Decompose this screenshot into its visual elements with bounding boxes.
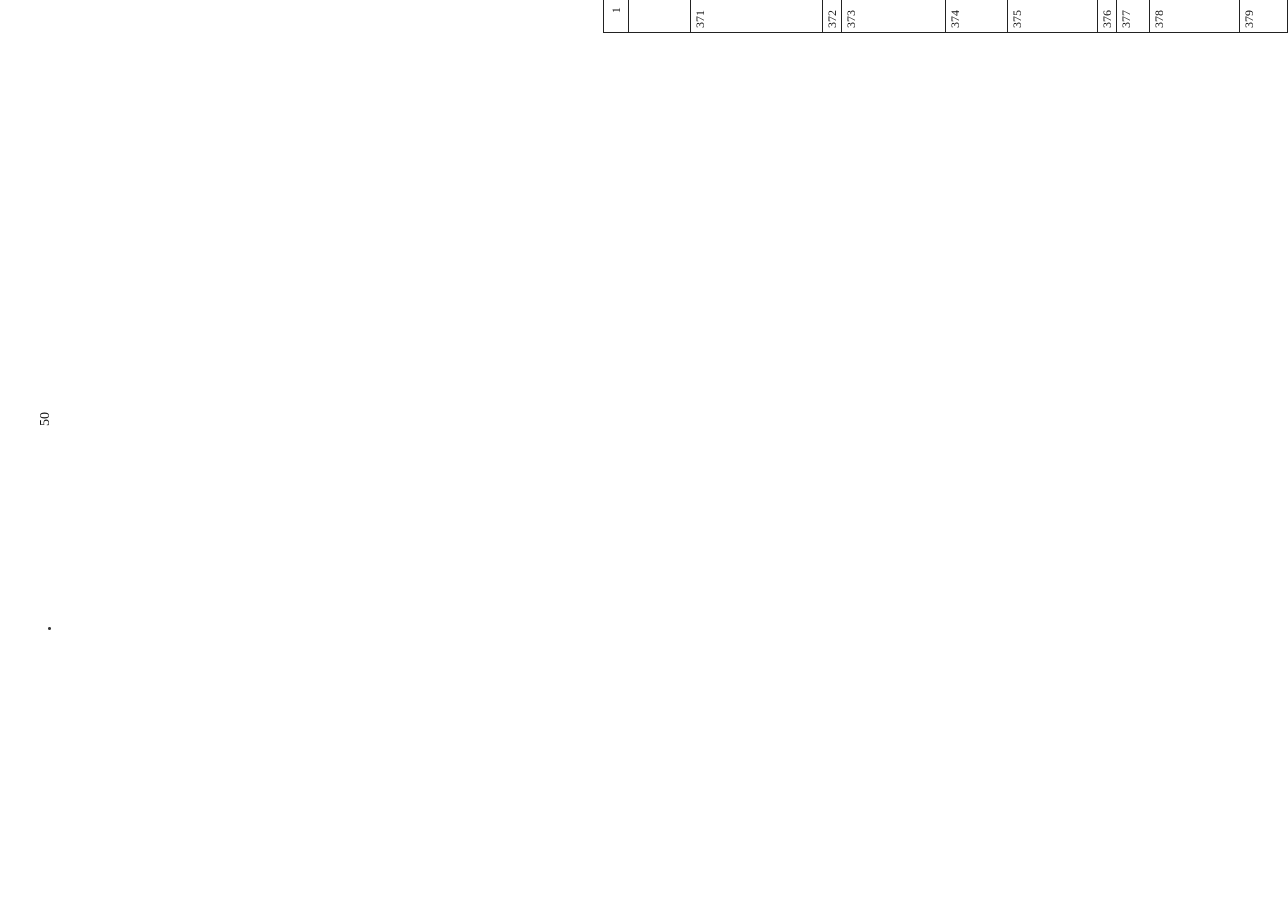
table-row	[1008, 0, 1098, 33]
row-number-cell	[629, 0, 691, 33]
row-number-cell: 373	[842, 0, 946, 33]
budget-table-container	[603, 0, 1257, 33]
table-row	[1150, 0, 1240, 33]
table-row	[1117, 0, 1150, 33]
row-number-cell: 371	[690, 0, 822, 33]
table-row	[842, 0, 946, 33]
row-number-cell: 374	[946, 0, 1008, 33]
row-number-cell: 372	[823, 0, 842, 33]
table-header-row	[604, 0, 629, 33]
table-row	[629, 0, 691, 33]
table-row	[823, 0, 842, 33]
scan-dot	[48, 627, 51, 630]
row-number-cell: 377	[1117, 0, 1150, 33]
row-number-cell: 379	[1240, 0, 1287, 33]
page-number: 50	[38, 412, 53, 426]
column-header: 1	[604, 0, 629, 33]
row-number-cell: 376	[1098, 0, 1117, 33]
row-number-cell: 378	[1150, 0, 1240, 33]
table-row	[946, 0, 1008, 33]
row-number-cell: 375	[1008, 0, 1098, 33]
table-row	[1240, 0, 1287, 33]
budget-table	[603, 0, 1288, 33]
table-row	[690, 0, 822, 33]
table-row	[1098, 0, 1117, 33]
